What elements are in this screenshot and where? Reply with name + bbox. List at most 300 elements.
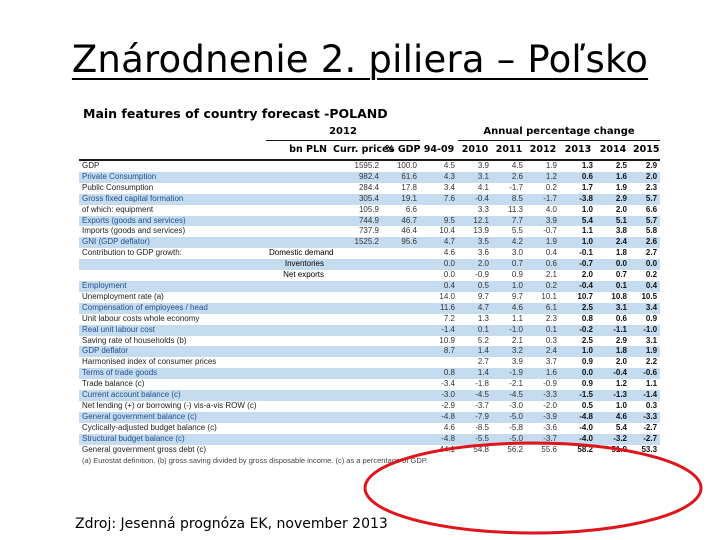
table-row — [79, 183, 660, 194]
cell-year-value: 58.2 — [560, 445, 596, 456]
cell-bn-pln: 105.9 — [330, 205, 382, 216]
cell-year-value: 0.2 — [630, 270, 660, 281]
cell-year-value: 1.4 — [458, 346, 492, 357]
cell-year-value: -3.7 — [526, 434, 560, 445]
cell-year-value: -1.5 — [560, 390, 596, 401]
cell-year-value: 0.4 — [526, 248, 560, 259]
cell-year-value: 0.6 — [526, 259, 560, 270]
cell-year-value: 0.7 — [596, 270, 630, 281]
cell-year-value: 2.6 — [492, 172, 526, 183]
cell-year-value: 1.3 — [560, 160, 596, 172]
cell-year-value: 7.2 — [420, 314, 458, 325]
cell-year-value: 0.9 — [492, 270, 526, 281]
cell-year-value: 1.9 — [596, 183, 630, 194]
cell-year-value: -3.6 — [526, 423, 560, 434]
cell-year-value: -5.0 — [492, 412, 526, 423]
table-row — [79, 390, 660, 401]
cell-year-value: 54.8 — [458, 445, 492, 456]
cell-pct-gdp: 46.4 — [382, 226, 420, 237]
cell-bn-pln — [330, 379, 382, 390]
cell-pct-gdp: 61.6 — [382, 172, 420, 183]
cell-year-value: -3.0 — [492, 401, 526, 412]
cell-year-value: 0.1 — [596, 281, 630, 292]
cell-year-value: -5.8 — [492, 423, 526, 434]
cell-year-value: 3.1 — [596, 303, 630, 314]
cell-year-value: 0.9 — [560, 379, 596, 390]
cell-year-value: 3.4 — [630, 303, 660, 314]
cell-year-value: 3.4 — [420, 183, 458, 194]
row-label: Public Consumption — [79, 183, 266, 194]
cell-year-value: 0.1 — [458, 325, 492, 336]
row-label: GDP — [79, 160, 266, 172]
cell-year-value: 0.6 — [596, 314, 630, 325]
source-note: Zdroj: Jesenná prognóza EK, november 2013 — [72, 516, 391, 532]
cell-year-value: 10.4 — [420, 226, 458, 237]
table-row — [79, 346, 660, 357]
col-year-2012: 2012 — [526, 141, 560, 161]
cell-bn-pln — [330, 270, 382, 281]
row-label: Trade balance (c) — [79, 379, 266, 390]
cell-bn-pln — [330, 357, 382, 368]
cell-year-value: -5.5 — [458, 434, 492, 445]
table-row — [79, 412, 660, 423]
cell-year-value: 0.4 — [420, 281, 458, 292]
cell-bn-pln — [330, 281, 382, 292]
cell-year-value: -4.8 — [560, 412, 596, 423]
cell-pct-gdp — [382, 292, 420, 303]
cell-year-value: 0.1 — [526, 325, 560, 336]
row-label: Exports (goods and services) — [79, 216, 266, 227]
cell-year-value: 4.7 — [458, 303, 492, 314]
cell-year-value: 0.0 — [596, 259, 630, 270]
row-label: Unit labour costs whole economy — [79, 314, 266, 325]
cell-year-value: 1.4 — [458, 368, 492, 379]
cell-year-value: 10.9 — [420, 336, 458, 347]
cell-year-value: 4.5 — [492, 160, 526, 172]
cell-year-value: 2.5 — [560, 303, 596, 314]
annual-change-header: Annual percentage change — [458, 124, 660, 141]
cell-year-value: 1.2 — [526, 172, 560, 183]
cell-year-value: -3.9 — [526, 412, 560, 423]
cell-year-value — [420, 205, 458, 216]
row-sublabel: Domestic demand — [266, 248, 330, 259]
cell-year-value: -2.0 — [526, 401, 560, 412]
cell-year-value: 4.3 — [420, 172, 458, 183]
row-sublabel — [266, 401, 330, 412]
col-year-2014: 2014 — [596, 141, 630, 161]
cell-year-value: 3.6 — [458, 248, 492, 259]
cell-year-value: 3.1 — [630, 336, 660, 347]
row-sublabel — [266, 346, 330, 357]
cell-year-value: 2.3 — [526, 314, 560, 325]
row-label: General government gross debt (c) — [79, 445, 266, 456]
row-label: Contribution to GDP growth: — [79, 248, 266, 259]
cell-year-value: 1.1 — [492, 314, 526, 325]
cell-pct-gdp — [382, 368, 420, 379]
cell-year-value: 51.0 — [596, 445, 630, 456]
cell-year-value: 0.9 — [630, 314, 660, 325]
cell-pct-gdp — [382, 379, 420, 390]
cell-pct-gdp — [382, 303, 420, 314]
cell-year-value: -1.8 — [458, 379, 492, 390]
table-row — [79, 379, 660, 390]
col-year-2011: 2011 — [492, 141, 526, 161]
cell-year-value: -3.8 — [560, 194, 596, 205]
cell-year-value: -0.9 — [458, 270, 492, 281]
cell-year-value: -1.1 — [596, 325, 630, 336]
cell-year-value: 4.6 — [492, 303, 526, 314]
cell-year-value: 2.1 — [492, 336, 526, 347]
cell-year-value: 2.4 — [596, 237, 630, 248]
cell-year-value: 6.6 — [630, 205, 660, 216]
cell-year-value: -3.7 — [458, 401, 492, 412]
cell-year-value: 2.0 — [560, 270, 596, 281]
cell-year-value: -3.3 — [526, 390, 560, 401]
row-label: Imports (goods and services) — [79, 226, 266, 237]
cell-year-value: 1.0 — [492, 281, 526, 292]
cell-year-value: 1.0 — [560, 205, 596, 216]
cell-year-value: 5.4 — [596, 423, 630, 434]
cell-year-value: 8.5 — [492, 194, 526, 205]
cell-year-value: 0.2 — [526, 281, 560, 292]
cell-year-value: 0.2 — [526, 183, 560, 194]
cell-year-value: -3.2 — [596, 434, 630, 445]
cell-year-value: 0.6 — [560, 172, 596, 183]
cell-year-value: 1.1 — [630, 379, 660, 390]
cell-year-value: -1.7 — [492, 183, 526, 194]
cell-year-value: -1.4 — [420, 325, 458, 336]
table-row — [79, 303, 660, 314]
row-label: GNI (GDP deflator) — [79, 237, 266, 248]
table-row — [79, 216, 660, 227]
cell-year-value: 2.7 — [458, 357, 492, 368]
cell-bn-pln: 982.4 — [330, 172, 382, 183]
cell-year-value: 9.7 — [458, 292, 492, 303]
cell-year-value: 4.1 — [458, 183, 492, 194]
cell-bn-pln: 284.4 — [330, 183, 382, 194]
cell-year-value: -7.9 — [458, 412, 492, 423]
cell-year-value: 0.3 — [630, 401, 660, 412]
cell-year-value: 3.7 — [526, 357, 560, 368]
row-label: GDP deflator — [79, 346, 266, 357]
cell-year-value: 4.2 — [492, 237, 526, 248]
cell-year-value: 14.0 — [420, 292, 458, 303]
forecast-table-panel — [79, 104, 660, 524]
row-label: Terms of trade goods — [79, 368, 266, 379]
cell-year-value: 0.5 — [458, 281, 492, 292]
cell-year-value: 10.1 — [526, 292, 560, 303]
cell-year-value: 8.7 — [420, 346, 458, 357]
cell-pct-gdp: 46.7 — [382, 216, 420, 227]
cell-year-value: 11.6 — [420, 303, 458, 314]
cell-year-value: 53.3 — [630, 445, 660, 456]
table-row — [79, 281, 660, 292]
table-row — [79, 314, 660, 325]
cell-pct-gdp — [382, 281, 420, 292]
cell-year-value: 4.0 — [526, 205, 560, 216]
cell-bn-pln — [330, 292, 382, 303]
cell-year-value: -4.0 — [560, 423, 596, 434]
cell-bn-pln: 305.4 — [330, 194, 382, 205]
row-label: General government balance (c) — [79, 412, 266, 423]
row-sublabel — [266, 390, 330, 401]
cell-year-value — [420, 357, 458, 368]
cell-year-value: 3.9 — [458, 160, 492, 172]
table-row — [79, 160, 660, 172]
col-year-2013: 2013 — [560, 141, 596, 161]
cell-year-value: -4.8 — [420, 412, 458, 423]
row-sublabel — [266, 325, 330, 336]
cell-year-value: 13.9 — [458, 226, 492, 237]
table-row — [79, 270, 660, 281]
cell-year-value: -0.4 — [458, 194, 492, 205]
row-label — [79, 270, 266, 281]
cell-year-value: 4.7 — [420, 237, 458, 248]
cell-year-value: 1.2 — [596, 379, 630, 390]
row-label: Unemployment rate (a) — [79, 292, 266, 303]
cell-pct-gdp — [382, 445, 420, 456]
cell-year-value: 9.7 — [492, 292, 526, 303]
cell-pct-gdp — [382, 259, 420, 270]
cell-year-value: -3.3 — [630, 412, 660, 423]
cell-pct-gdp — [382, 336, 420, 347]
cell-bn-pln — [330, 346, 382, 357]
row-label: Real unit labour cost — [79, 325, 266, 336]
table-row — [79, 325, 660, 336]
cell-year-value: 2.5 — [560, 336, 596, 347]
cell-year-value: 0.9 — [560, 357, 596, 368]
cell-year-value: 44.1 — [420, 445, 458, 456]
cell-year-value: 7.6 — [420, 194, 458, 205]
row-label: Net lending (+) or borrowing (-) vis-a-vis ROW (c) — [79, 401, 266, 412]
cell-year-value: -5.0 — [492, 434, 526, 445]
cell-year-value: 5.2 — [458, 336, 492, 347]
row-label: Current account balance (c) — [79, 390, 266, 401]
row-label: Gross fixed capital formation — [79, 194, 266, 205]
row-sublabel — [266, 379, 330, 390]
cell-year-value: 0.8 — [560, 314, 596, 325]
row-label: Saving rate of households (b) — [79, 336, 266, 347]
cell-year-value: 10.5 — [630, 292, 660, 303]
cell-year-value: 3.5 — [458, 237, 492, 248]
cell-year-value: -4.8 — [420, 434, 458, 445]
cell-year-value: 1.0 — [560, 346, 596, 357]
row-label: Structural budget balance (c) — [79, 434, 266, 445]
cell-year-value: 4.6 — [596, 412, 630, 423]
cell-year-value: -1.0 — [492, 325, 526, 336]
cell-year-value: 1.6 — [596, 172, 630, 183]
table-caption: Main features of country forecast -POLAND — [83, 106, 388, 121]
cell-bn-pln — [330, 303, 382, 314]
cell-year-value: 0.8 — [420, 368, 458, 379]
row-sublabel — [266, 226, 330, 237]
cell-pct-gdp: 19.1 — [382, 194, 420, 205]
row-label: Harmonised index of consumer prices — [79, 357, 266, 368]
table-row — [79, 401, 660, 412]
cell-year-value: -2.7 — [630, 423, 660, 434]
cell-pct-gdp — [382, 434, 420, 445]
cell-year-value: -1.7 — [526, 194, 560, 205]
cell-year-value: 5.7 — [630, 194, 660, 205]
cell-pct-gdp — [382, 346, 420, 357]
cell-year-value: 55.6 — [526, 445, 560, 456]
cell-year-value: 4.6 — [420, 248, 458, 259]
cell-year-value: 5.7 — [630, 216, 660, 227]
cell-bn-pln — [330, 401, 382, 412]
cell-year-value: -0.7 — [526, 226, 560, 237]
cell-year-value: 3.0 — [492, 248, 526, 259]
cell-year-value: 2.0 — [596, 205, 630, 216]
cell-year-value: -2.1 — [492, 379, 526, 390]
table-row — [79, 445, 660, 456]
table-row — [79, 172, 660, 183]
cell-pct-gdp — [382, 314, 420, 325]
table-row — [79, 259, 660, 270]
col-curr-prices: Curr. prices — [330, 141, 382, 161]
cell-year-value: 0.7 — [492, 259, 526, 270]
cell-year-value: 2.0 — [596, 357, 630, 368]
row-sublabel — [266, 160, 330, 172]
cell-year-value: -4.5 — [492, 390, 526, 401]
row-sublabel — [266, 281, 330, 292]
cell-bn-pln — [330, 248, 382, 259]
cell-year-value: 1.8 — [596, 346, 630, 357]
table-row — [79, 205, 660, 216]
cell-year-value: -4.0 — [560, 434, 596, 445]
row-label — [79, 259, 266, 270]
cell-bn-pln: 737.9 — [330, 226, 382, 237]
cell-year-value: -0.2 — [560, 325, 596, 336]
row-sublabel — [266, 303, 330, 314]
cell-year-value: 10.7 — [560, 292, 596, 303]
cell-year-value: 2.7 — [630, 248, 660, 259]
col-year-2010: 2010 — [458, 141, 492, 161]
cell-pct-gdp — [382, 423, 420, 434]
row-sublabel: Net exports — [266, 270, 330, 281]
forecast-table — [79, 124, 660, 455]
cell-year-value: -1.9 — [492, 368, 526, 379]
cell-year-value: 0.4 — [630, 281, 660, 292]
row-sublabel — [266, 445, 330, 456]
cell-pct-gdp — [382, 270, 420, 281]
cell-bn-pln — [330, 314, 382, 325]
cell-year-value: -0.7 — [560, 259, 596, 270]
table-row — [79, 194, 660, 205]
cell-pct-gdp — [382, 401, 420, 412]
col-bn-pln: bn PLN — [266, 141, 330, 161]
cell-year-value: 2.2 — [630, 357, 660, 368]
row-sublabel — [266, 183, 330, 194]
cell-year-value: 2.0 — [630, 172, 660, 183]
cell-year-value: 56.2 — [492, 445, 526, 456]
row-sublabel — [266, 194, 330, 205]
row-sublabel — [266, 434, 330, 445]
cell-year-value: 9.5 — [420, 216, 458, 227]
cell-year-value: 2.1 — [526, 270, 560, 281]
cell-bn-pln: 744.9 — [330, 216, 382, 227]
cell-year-value: 1.1 — [560, 226, 596, 237]
cell-bn-pln — [330, 259, 382, 270]
cell-year-value: -0.4 — [596, 368, 630, 379]
row-sublabel — [266, 357, 330, 368]
table-row — [79, 292, 660, 303]
cell-year-value: 6.1 — [526, 303, 560, 314]
cell-year-value: 2.9 — [630, 160, 660, 172]
cell-year-value: 0.0 — [420, 259, 458, 270]
cell-year-value: 1.9 — [526, 237, 560, 248]
cell-pct-gdp — [382, 412, 420, 423]
cell-year-value: 1.8 — [596, 248, 630, 259]
cell-year-value: 0.0 — [630, 259, 660, 270]
cell-year-value: 5.1 — [596, 216, 630, 227]
cell-year-value: 3.3 — [458, 205, 492, 216]
row-sublabel — [266, 368, 330, 379]
cell-year-value: -0.9 — [526, 379, 560, 390]
row-label: Private Consumption — [79, 172, 266, 183]
table-row — [79, 336, 660, 347]
table-row — [79, 237, 660, 248]
cell-year-value: 0.3 — [526, 336, 560, 347]
cell-year-value: 1.9 — [630, 346, 660, 357]
cell-year-value: -8.5 — [458, 423, 492, 434]
col-year-94-09: 94-09 — [420, 141, 458, 161]
cell-year-value: -0.1 — [560, 248, 596, 259]
row-label: Employment — [79, 281, 266, 292]
cell-year-value: -1.3 — [596, 390, 630, 401]
cell-year-value: 1.6 — [526, 368, 560, 379]
row-sublabel — [266, 412, 330, 423]
cell-bn-pln — [330, 423, 382, 434]
cell-year-value: 3.8 — [596, 226, 630, 237]
cell-year-value: 3.1 — [458, 172, 492, 183]
col-year-2015: 2015 — [630, 141, 660, 161]
col-pct-gdp: % GDP — [382, 141, 420, 161]
cell-year-value: 3.2 — [492, 346, 526, 357]
table-row — [79, 357, 660, 368]
cell-year-value: 4.6 — [420, 423, 458, 434]
cell-pct-gdp: 17.8 — [382, 183, 420, 194]
cell-year-value: 5.8 — [630, 226, 660, 237]
table-body — [79, 160, 660, 455]
cell-bn-pln — [330, 336, 382, 347]
cell-year-value: 10.8 — [596, 292, 630, 303]
row-label: Cyclically-adjusted budget balance (c) — [79, 423, 266, 434]
table-row — [79, 226, 660, 237]
cell-year-value: 2.3 — [630, 183, 660, 194]
cell-year-value: 12.1 — [458, 216, 492, 227]
row-sublabel — [266, 292, 330, 303]
cell-year-value: -1.4 — [630, 390, 660, 401]
cell-year-value: 4.5 — [420, 160, 458, 172]
cell-bn-pln: 1595.2 — [330, 160, 382, 172]
table-row — [79, 368, 660, 379]
cell-pct-gdp — [382, 357, 420, 368]
cell-year-value: -1.0 — [630, 325, 660, 336]
cell-year-value: 3.9 — [526, 216, 560, 227]
row-sublabel — [266, 314, 330, 325]
table-footnote: (a) Eurostat definition. (b) gross saving divided by gross disposable income. (c) as a percentage of GDP. — [82, 456, 428, 466]
row-sublabel — [266, 336, 330, 347]
cell-year-value: 1.7 — [560, 183, 596, 194]
cell-year-value: 1.0 — [596, 401, 630, 412]
cell-pct-gdp — [382, 248, 420, 259]
cell-year-value: -0.6 — [630, 368, 660, 379]
row-sublabel: Inventories — [266, 259, 330, 270]
cell-year-value: 1.9 — [526, 160, 560, 172]
table-row — [79, 248, 660, 259]
cell-pct-gdp: 95.6 — [382, 237, 420, 248]
cell-pct-gdp: 100.0 — [382, 160, 420, 172]
